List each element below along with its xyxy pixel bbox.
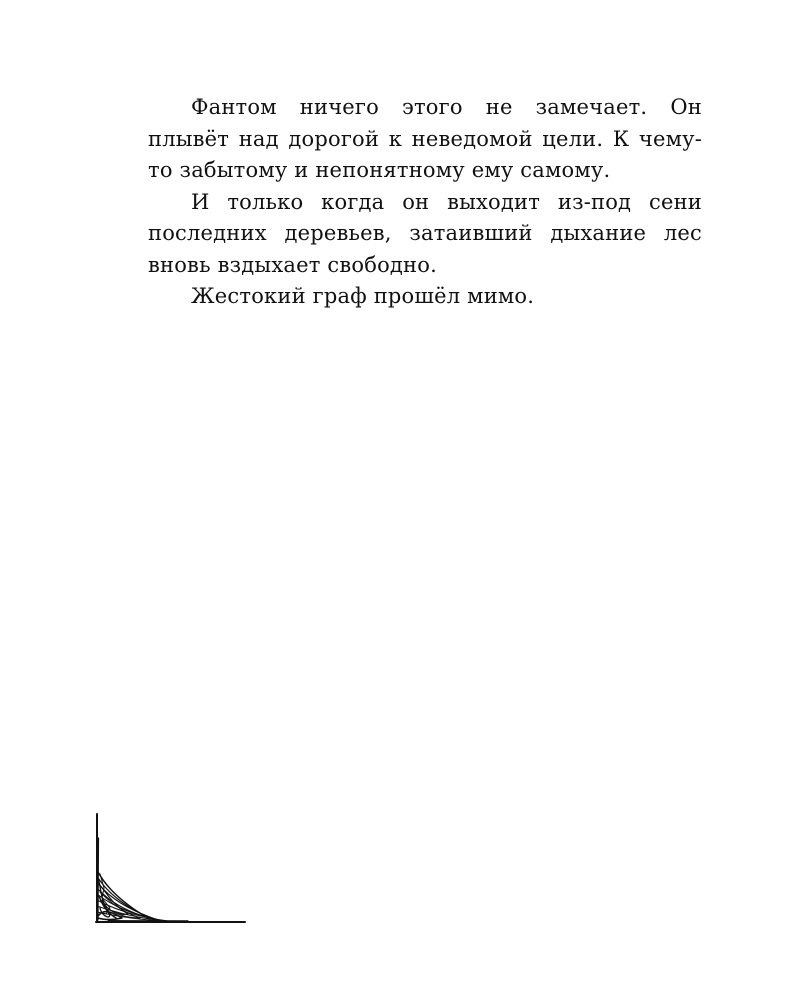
corner-scribble-ornament-icon (88, 808, 253, 933)
paragraph-3: Жестокий граф прошёл мимо. (191, 284, 535, 308)
paragraph-2: И только когда он выходит из-под сени последних деревьев, затаивший дыхание лес вновь вздыхает свободно. (148, 189, 702, 277)
paragraph-1: Фантом ничего этого не замечает. Он плывёт над дорогой к неведомой цели. К чему-то забытому и непонятному ему самому. (148, 95, 702, 182)
page-text (148, 92, 702, 313)
